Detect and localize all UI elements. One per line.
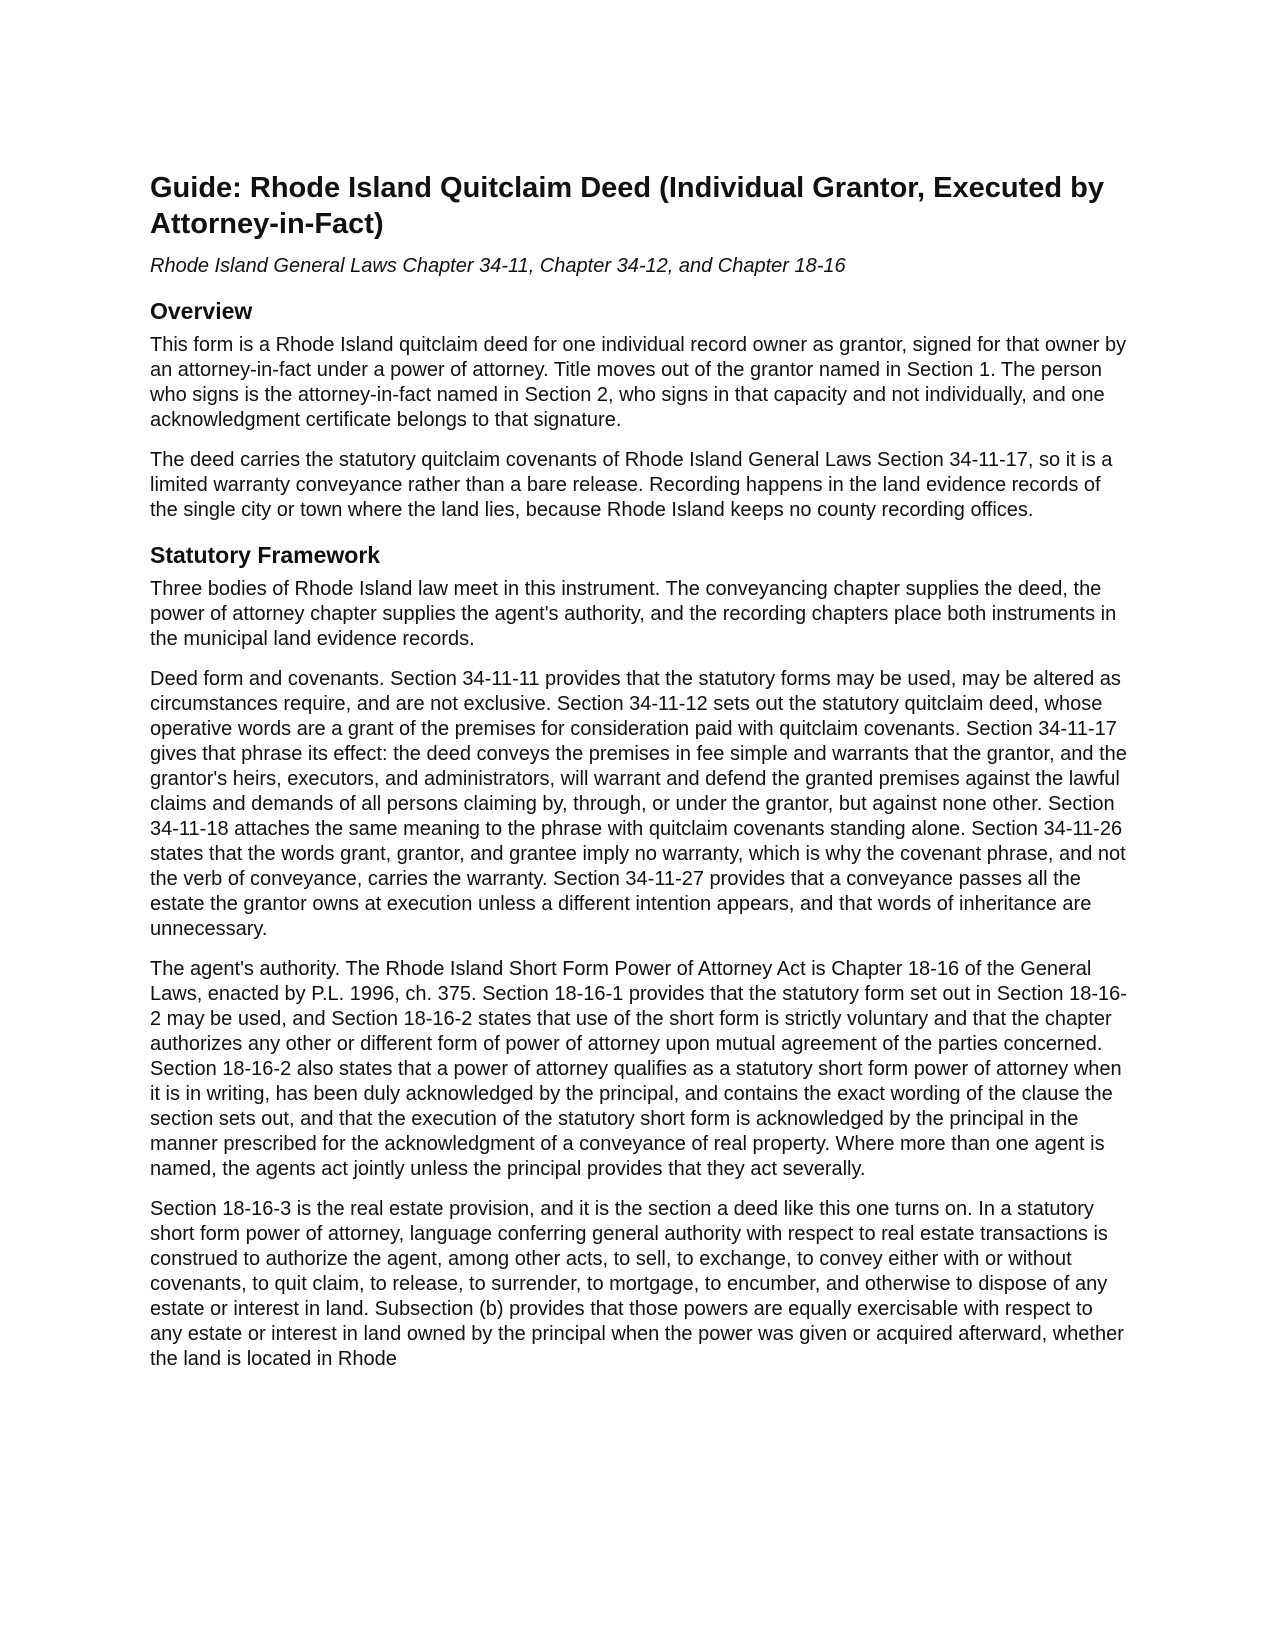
document-title: Guide: Rhode Island Quitclaim Deed (Individual Grantor, Executed by Attorney-in-Fact) — [150, 172, 1104, 240]
framework-paragraph-4: Section 18-16-3 is the real estate provision, and it is the section a deed like this one turns on. In a statutory short form power of attorney, language conferring general authority with respect to real estate transactions is construed to authorize the agent, among other acts, to sell, to exchange, to convey either with or without covenants, to quit claim, to release, to surrender, to mortgage, to encumber, and otherwise to dispose of any estate or interest in land. Subsection (b) provides that those powers are equally exercisable with respect to any estate or interest in land owned by the principal when the power was given or acquired afterward, whether the land is located in Rhode — [150, 1198, 1124, 1370]
statutory-framework-section — [150, 541, 1130, 1372]
overview-paragraph-1: This form is a Rhode Island quitclaim deed for one individual record owner as grantor, signed for that owner by an attorney-in-fact under a power of attorney. Title moves out of the grantor named in Section 1. The person who signs is the attorney-in-fact named in Section 2, who signs in that capacity and not individually, and one acknowledgment certificate belongs to that signature. — [150, 334, 1127, 431]
framework-paragraph-2: Deed form and covenants. Section 34-11-11 provides that the statutory forms may be used, may be altered as circumstances require, and are not exclusive. Section 34-11-12 sets out the statutory quitclaim deed, whose operative words are a grant of the premises for consideration paid with quitclaim covenants. Section 34-11-17 gives that phrase its effect: the deed conveys the premises in fee simple and warrants that the grantor, and the grantor's heirs, executors, and administrators, will warrant and defend the granted premises against the lawful claims and demands of all persons claiming by, through, or under the grantor, but against none other. Section 34-11-18 attaches the same meaning to the phrase with quitclaim covenants standing alone. Section 34-11-26 states that the words grant, grantor, and grantee imply no warranty, which is why the covenant phrase, and not the verb of conveyance, carries the warranty. Section 34-11-27 provides that a conveyance passes all the estate the grantor owns at execution unless a different intention appears, and that words of inheritance are unnecessary. — [150, 668, 1127, 940]
document-page — [150, 170, 1130, 1372]
document-subtitle: Rhode Island General Laws Chapter 34-11, Chapter 34-12, and Chapter 18-16 — [150, 255, 846, 277]
overview-paragraph-2: The deed carries the statutory quitclaim covenants of Rhode Island General Laws Section 34-11-17, so it is a limited warranty conveyance rather than a bare release. Recording happens in the land evidence records of the single city or town where the land lies, because Rhode Island keeps no county recording offices. — [150, 449, 1113, 521]
framework-paragraph-3: The agent's authority. The Rhode Island Short Form Power of Attorney Act is Chapter 18-16 of the General Laws, enacted by P.L. 1996, ch. 375. Section 18-16-1 provides that the statutory form set out in Section 18-16-2 may be used, and Section 18-16-2 states that use of the short form is strictly voluntary and that the chapter authorizes any other or different form of power of attorney upon mutual agreement of the parties concerned. Section 18-16-2 also states that a power of attorney qualifies as a statutory short form power of attorney when it is in writing, has been duly acknowledged by the principal, and contains the exact wording of the clause the section sets out, and that the execution of the statutory short form is acknowledged by the principal in the manner prescribed for the acknowledgment of a conveyance of real property. Where more than one agent is named, the agents act jointly unless the principal provides that they act severally. — [150, 958, 1127, 1180]
overview-section — [150, 297, 1130, 523]
overview-heading: Overview — [150, 298, 253, 324]
statutory-framework-heading: Statutory Framework — [150, 542, 381, 568]
framework-paragraph-1: Three bodies of Rhode Island law meet in this instrument. The conveyancing chapter supplies the deed, the power of attorney chapter supplies the agent's authority, and the recording chapters place both instruments in the municipal land evidence records. — [150, 578, 1117, 650]
